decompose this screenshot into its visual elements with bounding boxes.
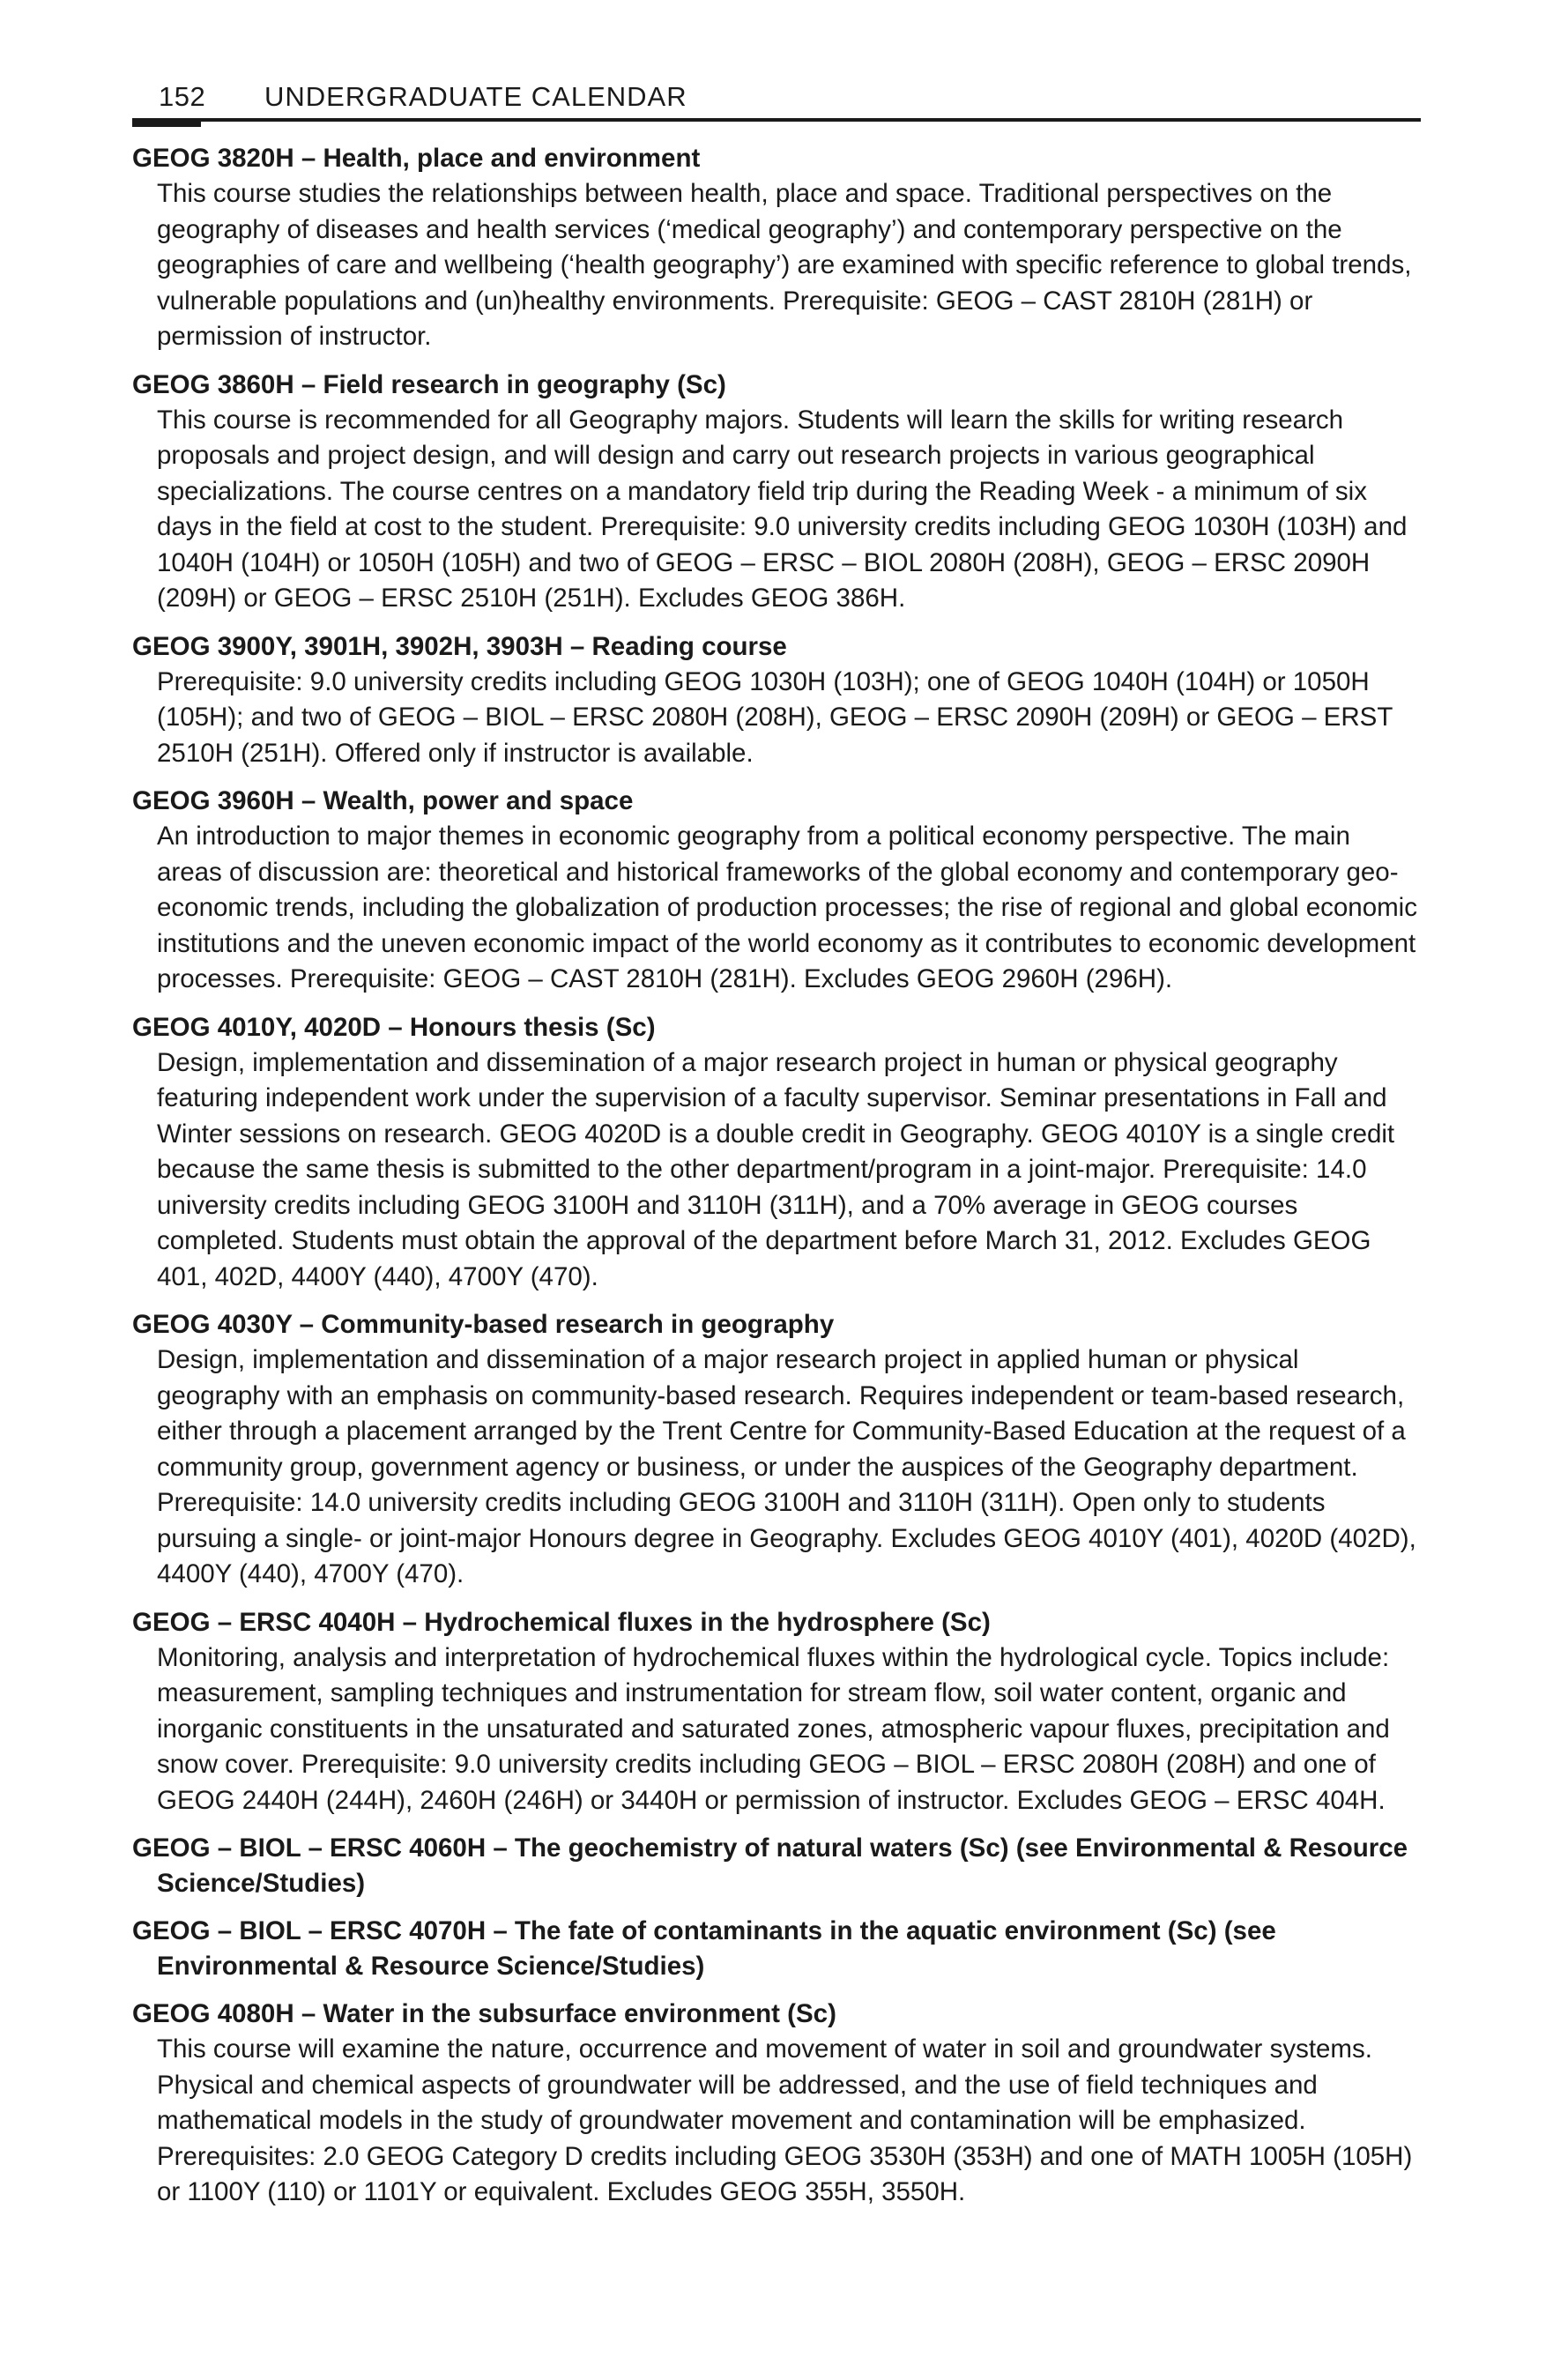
course-title: GEOG 3820H – Health, place and environment — [132, 144, 701, 173]
header-rule — [132, 118, 1421, 122]
page-number: 152 — [159, 81, 206, 112]
header-tab-mark — [132, 118, 201, 127]
course-title: GEOG 4030Y – Community-based research in geography — [132, 1310, 835, 1339]
course-entry-geog-3900y — [132, 629, 1421, 772]
course-description: An introduction to major themes in economic geography from a political economy perspective. The main areas of discussion are: theoretical and historical frameworks of the global economy and contemporary geo-economic trends, including the globalization of production processes; the rise of regional and global economic institutions and the uneven economic impact of the world economy as it contributes to economic development processes. Prerequisite: GEOG – CAST 2810H (281H). Excludes GEOG 2960H (296H). — [157, 822, 1417, 993]
course-description: This course is recommended for all Geography majors. Students will learn the skills for writing research proposals and project design, and will design and carry out research projects in various geographical specializations. The course centres on a mandatory field trip during the Reading Week - a minimum of six days in the field at cost to the student. Prerequisite: 9.0 university credits including GEOG 1030H (103H) and 1040H (104H) or 1050H (105H) and two of GEOG – ERSC – BIOL 2080H (208H), GEOG – ERSC 2090H (209H) or GEOG – ERSC 2510H (251H). Excludes GEOG 386H. — [157, 405, 1408, 613]
calendar-page — [132, 78, 1421, 2223]
course-entry-geog-4010y — [132, 1010, 1421, 1296]
course-entry-geog-3820h — [132, 141, 1421, 355]
course-entry-geog-biol-ersc-4070h — [132, 1914, 1421, 1984]
course-entry-geog-3860h — [132, 368, 1421, 617]
course-description: Design, implementation and dissemination of a major research project in human or physical geography featuring independent work under the supervision of a faculty supervisor. Seminar presentations in Fall and Winter sessions on research. GEOG 4020D is a double credit in Geography. GEOG 4010Y is a single credit because the same thesis is submitted to the other department/program in a joint-major. Prerequisite: 14.0 university credits including GEOG 3100H and 3110H (311H), and a 70% average in GEOG courses completed. Students must obtain the approval of the department before March 31, 2012. Excludes GEOG 401, 402D, 4400Y (440), 4700Y (470). — [157, 1047, 1395, 1291]
course-title: GEOG – BIOL – ERSC 4070H – The fate of contaminants in the aquatic environment (Sc) (see Environmental & Resource Science/Studies) — [132, 1916, 1276, 1981]
running-header — [132, 78, 1421, 125]
course-list — [132, 141, 1421, 2211]
course-entry-geog-biol-ersc-4060h — [132, 1831, 1421, 1901]
course-description: Prerequisite: 9.0 university credits including GEOG 1030H (103H); one of GEOG 1040H (104H) or 1050H (105H); and two of GEOG – BIOL – ERSC 2080H (208H), GEOG – ERSC 2090H (209H) or GEOG – ERST 2510H (251H). Offered only if instructor is available. — [157, 666, 1393, 768]
course-description: Design, implementation and dissemination of a major research project in applied human or physical geography with an emphasis on community-based research. Requires independent or team-based research, either through a placement arranged by the Trent Centre for Community-Based Education at the request of a community group, government agency or business, or under the auspices of the Geography department. Prerequisite: 14.0 university credits including GEOG 3100H and 3110H (311H). Open only to students pursuing a single- or joint-major Honours degree in Geography. Excludes GEOG 4010Y (401), 4020D (402D), 4400Y (440), 4700Y (470). — [157, 1345, 1416, 1588]
course-description: Monitoring, analysis and interpretation of hydrochemical fluxes within the hydrological cycle. Topics include: measurement, sampling techniques and instrumentation for stream flow, soil water content, organic and inorganic constituents in the unsaturated and saturated zones, atmospheric vapour fluxes, precipitation and snow cover. Prerequisite: 9.0 university credits including GEOG – BIOL – ERSC 2080H (208H) and one of GEOG 2440H (244H), 2460H (246H) or 3440H or permission of instructor. Excludes GEOG – ERSC 404H. — [157, 1642, 1390, 1815]
course-entry-geog-4030y — [132, 1307, 1421, 1593]
course-entry-geog-3960h — [132, 784, 1421, 998]
course-title: GEOG 3900Y, 3901H, 3902H, 3903H – Reading course — [132, 631, 787, 661]
course-title: GEOG 3960H – Wealth, power and space — [132, 786, 634, 815]
course-title: GEOG 4010Y, 4020D – Honours thesis (Sc) — [132, 1012, 656, 1042]
course-entry-geog-ersc-4040h — [132, 1605, 1421, 1819]
course-description: This course studies the relationships between health, place and space. Traditional perspectives on the geography of diseases and health services (‘medical geography’) and contemporary perspective on the geographies of care and wellbeing (‘health geography’) are examined with specific reference to global trends, vulnerable populations and (un)healthy environments. Prerequisite: GEOG – CAST 2810H (281H) or permission of instructor. — [157, 179, 1412, 351]
course-title: GEOG 4080H – Water in the subsurface environment (Sc) — [132, 1999, 836, 2028]
running-title: UNDERGRADUATE CALENDAR — [264, 81, 687, 112]
course-title: GEOG 3860H – Field research in geography (Sc) — [132, 369, 726, 399]
course-title: GEOG – ERSC 4040H – Hydrochemical fluxes in the hydrosphere (Sc) — [132, 1607, 991, 1637]
course-description: This course will examine the nature, occurrence and movement of water in soil and groundwater systems. Physical and chemical aspects of groundwater will be addressed, and the use of field techniques and mathematical models in the study of groundwater movement and contamination will be emphasized. Prerequisites: 2.0 GEOG Category D credits including GEOG 3530H (353H) and one of MATH 1005H (105H) or 1100Y (110) or 1101Y or equivalent. Excludes GEOG 355H, 3550H. — [157, 2034, 1413, 2206]
course-entry-geog-4080h — [132, 1997, 1421, 2211]
course-title: GEOG – BIOL – ERSC 4060H – The geochemistry of natural waters (Sc) (see Environmental & Resource Science/Studies) — [132, 1833, 1408, 1898]
